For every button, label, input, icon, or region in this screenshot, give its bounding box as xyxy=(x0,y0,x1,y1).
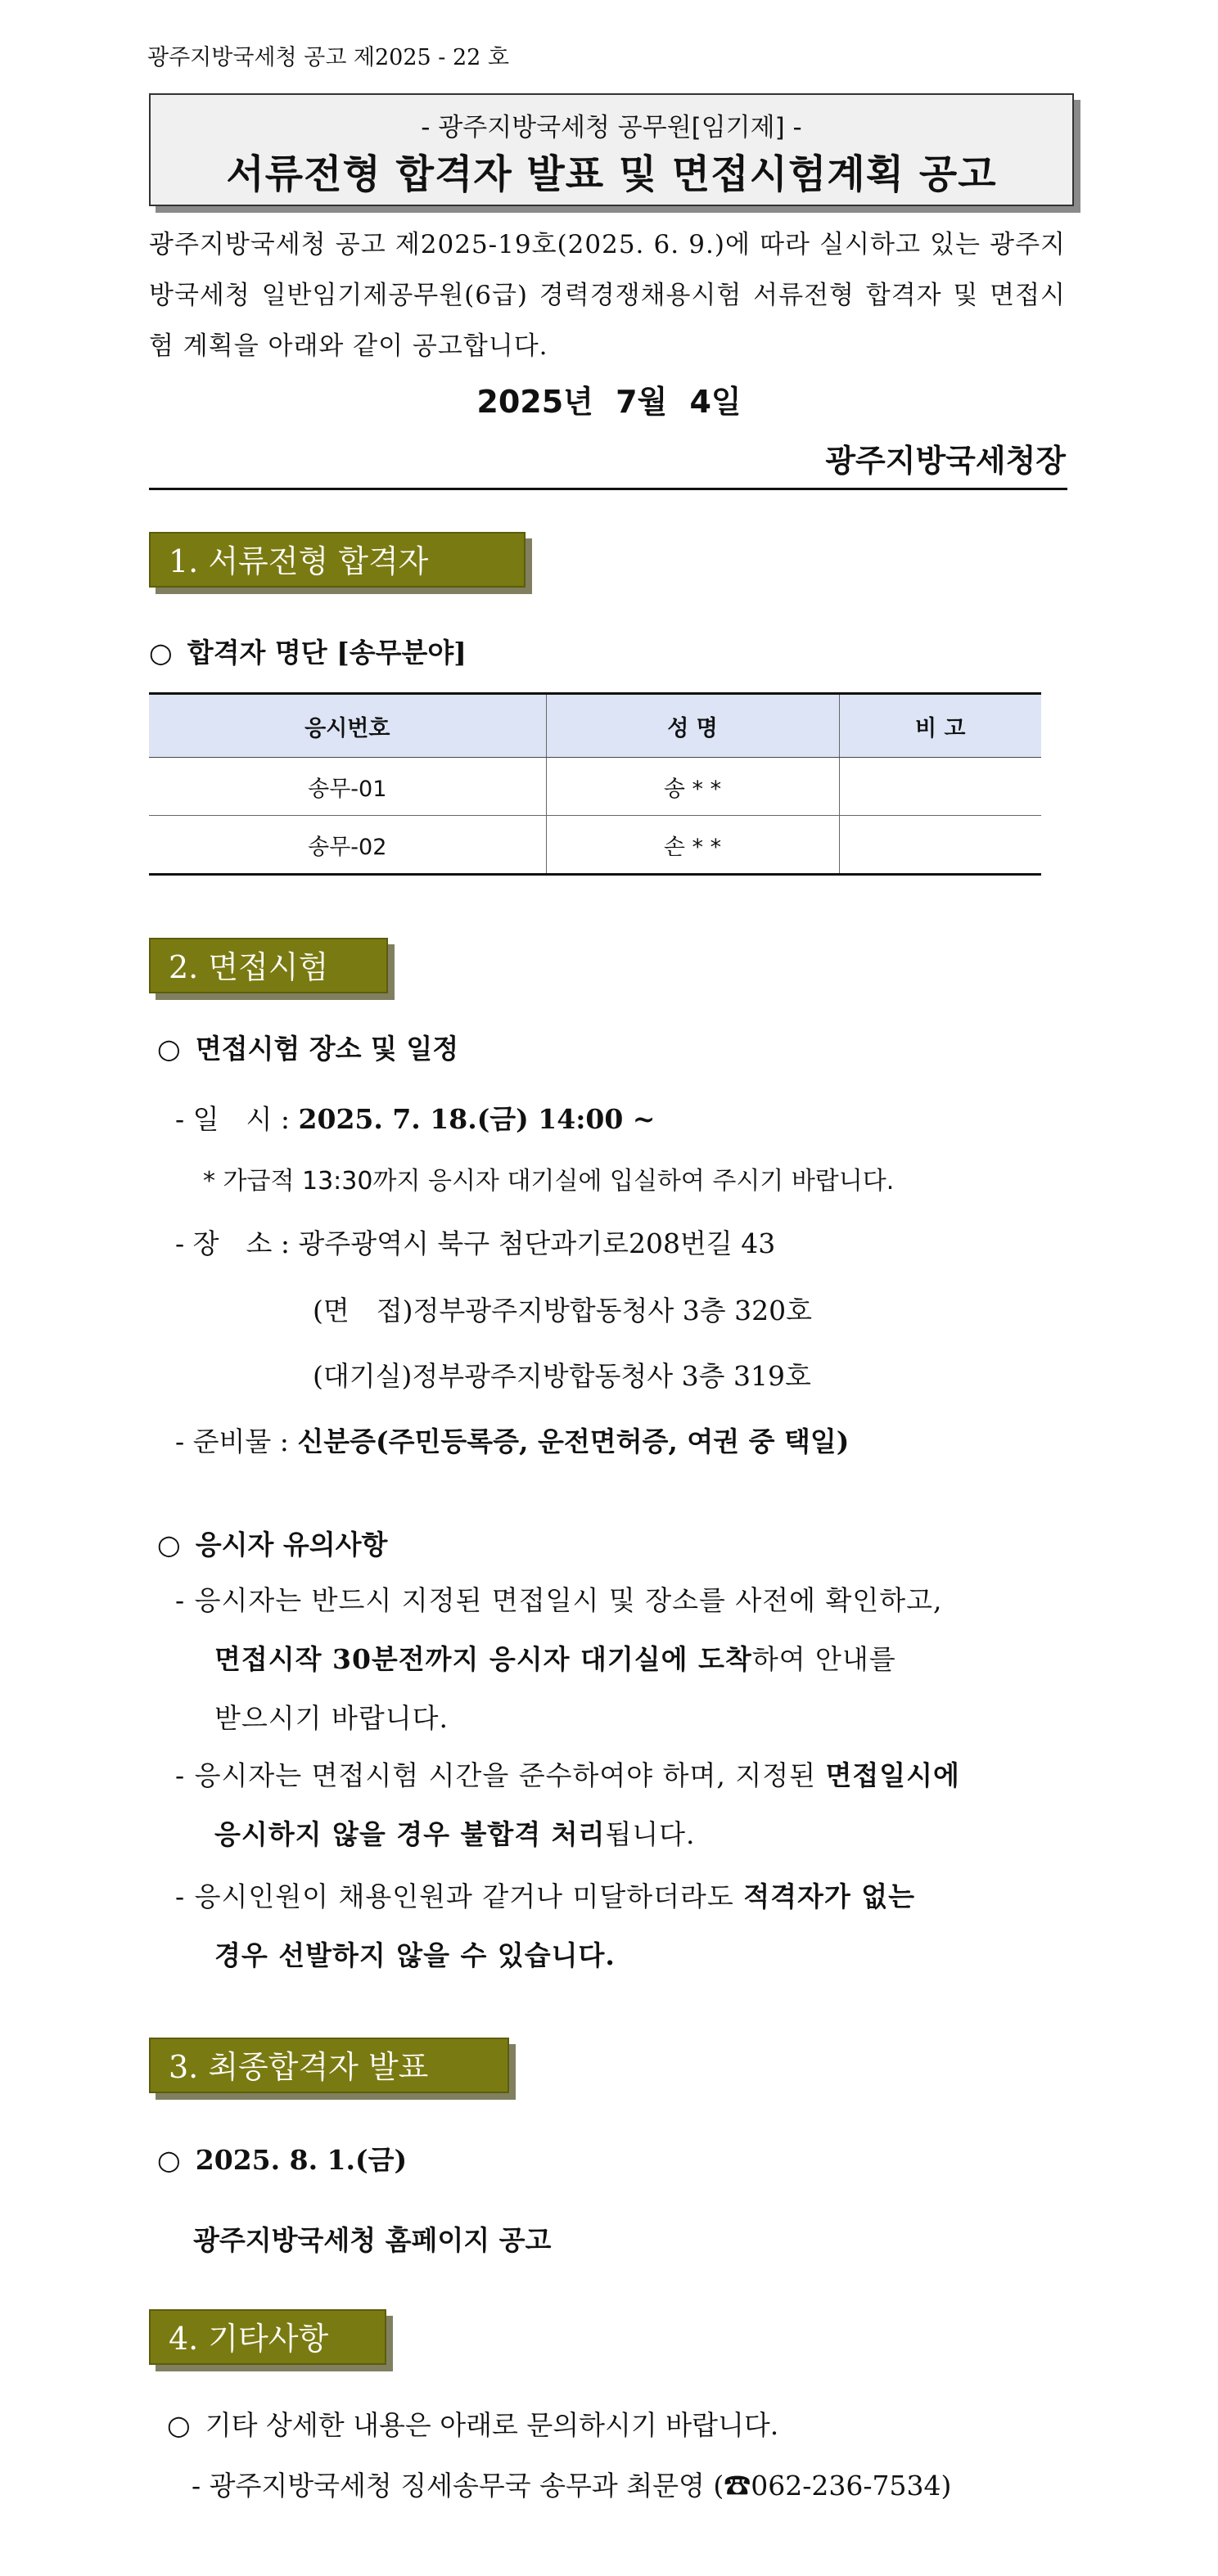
column-header-exam-number: 응시번호 xyxy=(149,694,546,758)
notice-title: ○ 응시자 유의사항 xyxy=(157,1529,388,1560)
required-items: - 준비물 : 신분증(주민등록증, 운전면허증, 여권 중 택일) xyxy=(175,1425,850,1457)
notice-item-3: - 응시인원이 채용인원과 같거나 미달하더라도 적격자가 없는 경우 선발하지 않을 수 있습니다. xyxy=(175,1880,916,1971)
exam-number-cell: 송무-01 xyxy=(149,758,546,816)
notice-item-2: - 응시자는 면접시험 시간을 준수하여야 하며, 지정된 면접일시에 응시하지 않을 경우 불합격 처리됩니다. xyxy=(175,1759,960,1850)
interview-datetime: - 일 시 : 2025. 7. 18.(금) 14:00 ~ xyxy=(175,1103,656,1135)
page-title: 서류전형 합격자 발표 및 면접시험계획 공고 xyxy=(226,151,997,197)
interview-schedule-title: ○ 면접시험 장소 및 일정 xyxy=(157,1033,459,1065)
final-result-detail: 광주지방국세청 홈페이지 공고 xyxy=(193,2224,552,2256)
contact-info: - 광주지방국세청 징세송무국 송무과 최문영 (☎062-236-7534) xyxy=(192,2470,952,2502)
name-cell: 손 * * xyxy=(546,816,839,875)
table-row xyxy=(149,816,1041,875)
bullet-circle-icon: ○ xyxy=(157,1529,181,1560)
title-box xyxy=(149,93,1074,206)
intro-paragraph: 광주지방국세청 공고 제2025-19호(2025. 6. 9.)에 따라 실시하고 있는 광주지방국세청 일반임기제공무원(6급) 경력경쟁채용시험 서류전형 합격자 및 면접시험 계획을 아래와 같이 공고합니다. xyxy=(149,230,1066,361)
arrival-note: * 가급적 13:30까지 응시자 대기실에 입실하여 주시기 바랍니다. xyxy=(203,1167,895,1196)
interview-room: (면 접)정부광주지방합동청사 3층 320호 xyxy=(313,1295,813,1326)
document-number: 광주지방국세청 공고 제2025 - 22 호 xyxy=(147,45,510,70)
waiting-room: (대기실)정부광주지방합동청사 3층 319호 xyxy=(313,1360,811,1392)
header-divider xyxy=(149,488,1067,490)
column-header-name: 성 명 xyxy=(546,694,839,758)
section-4-heading: 4. 기타사항 xyxy=(149,2309,386,2365)
roster-title: 합격자 명단 [송무분야] xyxy=(187,637,467,669)
name-cell: 송 * * xyxy=(546,758,839,816)
bullet-circle-icon: ○ xyxy=(157,2144,181,2176)
issuer-name: 광주지방국세청장 xyxy=(825,443,1066,479)
remarks-cell xyxy=(839,758,1041,816)
bullet-circle-icon: ○ xyxy=(157,1033,181,1065)
bullet-circle-icon: ○ xyxy=(167,2409,191,2441)
table-header-row xyxy=(149,694,1041,758)
section-1-heading: 1. 서류전형 합격자 xyxy=(149,532,526,588)
table-row xyxy=(149,758,1041,816)
announcement-date: 2025년 7월 4일 xyxy=(476,384,742,420)
final-result-date: ○ 2025. 8. 1.(금) xyxy=(157,2144,408,2176)
section-3-heading: 3. 최종합격자 발표 xyxy=(149,2038,509,2093)
column-header-remarks: 비 고 xyxy=(839,694,1041,758)
section-2-heading: 2. 면접시험 xyxy=(149,938,388,993)
section-1-subtitle xyxy=(149,632,467,670)
bullet-circle-icon: ○ xyxy=(149,637,173,669)
remarks-cell xyxy=(839,816,1041,875)
inquiry-line: ○ 기타 상세한 내용은 아래로 문의하시기 바랍니다. xyxy=(167,2409,779,2441)
title-subheading: - 광주지방국세청 공무원[임기제] - xyxy=(421,113,802,142)
interview-place: - 장 소 : 광주광역시 북구 첨단과기로208번길 43 xyxy=(175,1227,776,1259)
pass-roster-table xyxy=(149,692,1041,876)
exam-number-cell: 송무-02 xyxy=(149,816,546,875)
notice-item-1: - 응시자는 반드시 지정된 면접일시 및 장소를 사전에 확인하고, 면접시작 30분전까지 응시자 대기실에 도착하여 안내를 받으시기 바랍니다. xyxy=(175,1584,943,1734)
